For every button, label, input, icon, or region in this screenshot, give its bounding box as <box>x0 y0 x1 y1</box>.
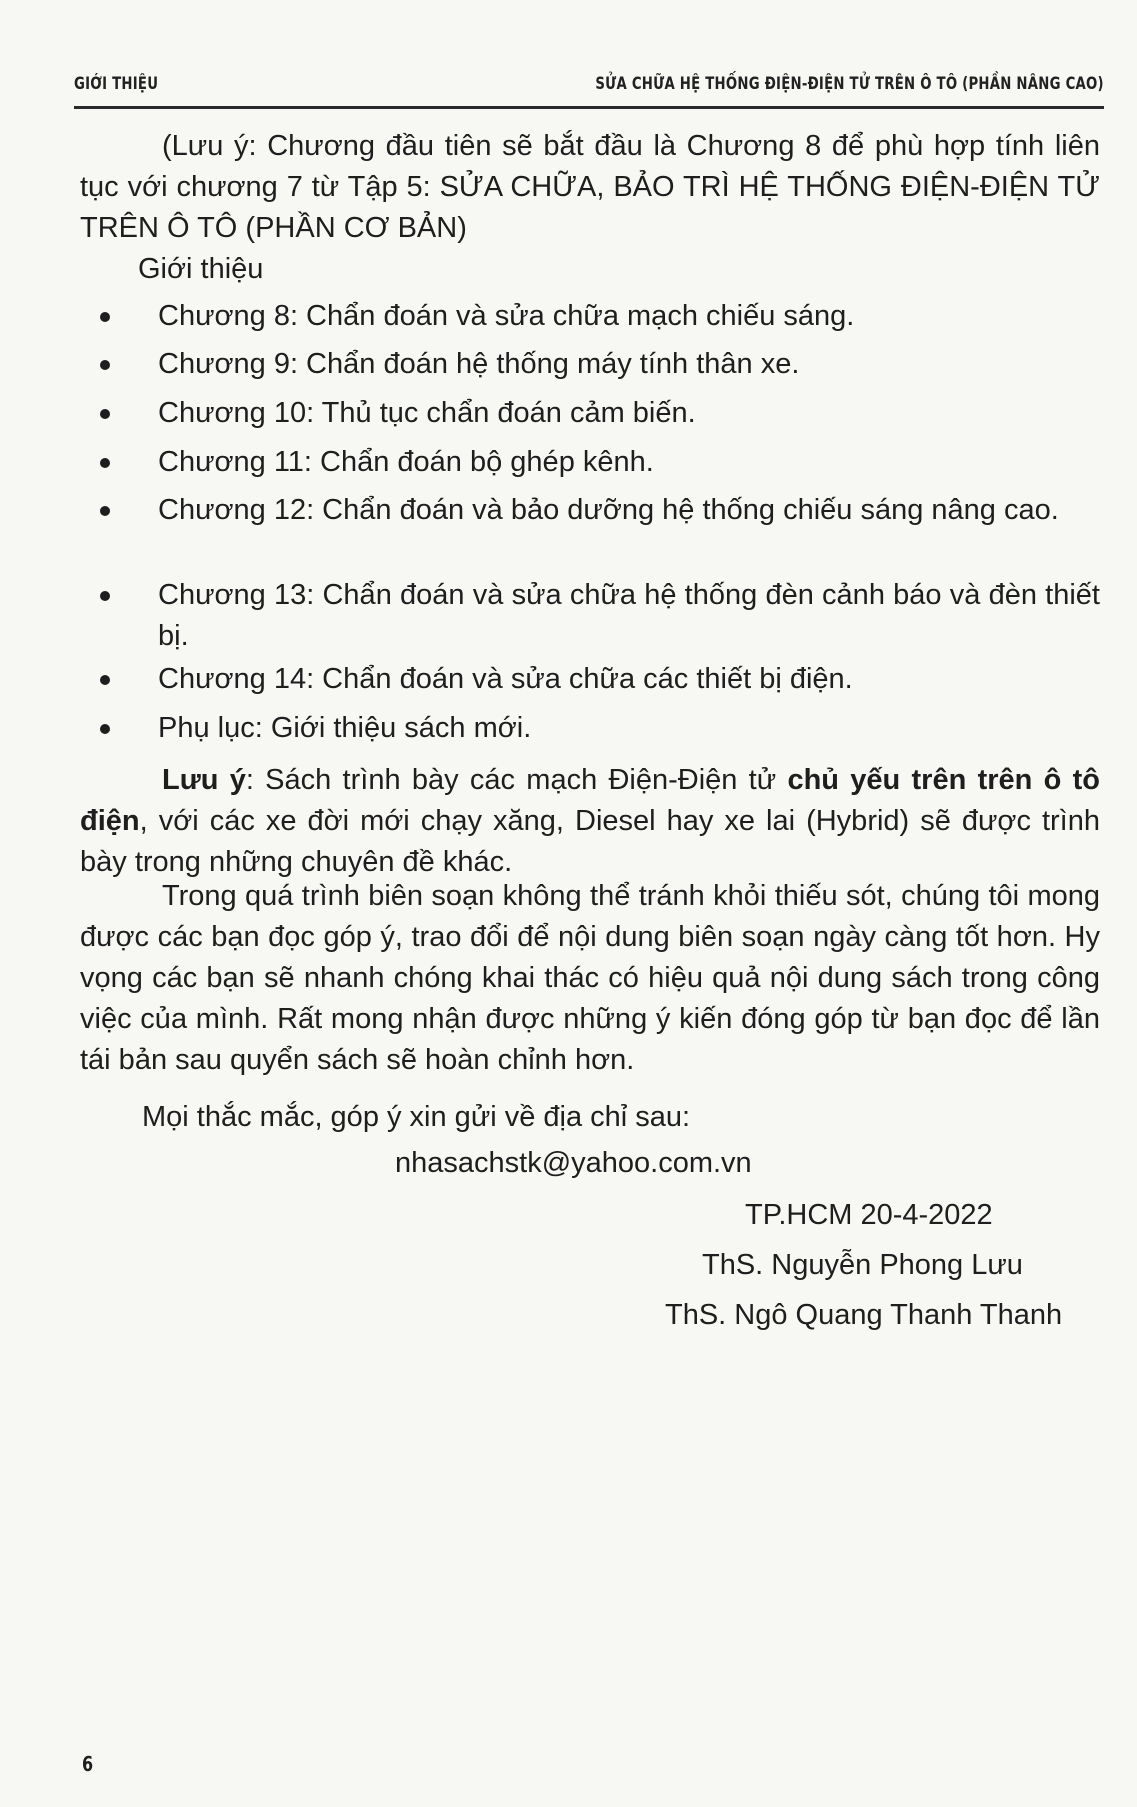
bullet-dot <box>100 360 110 370</box>
bullet-dot <box>100 675 110 685</box>
scope-note <box>80 760 1100 883</box>
bullet-dot <box>100 506 110 516</box>
bullet-dot <box>100 724 110 734</box>
intro-label: Giới thiệu <box>138 253 264 285</box>
chapter-text: Chương 9: Chẩn đoán hệ thống máy tính thân xe. <box>158 348 800 380</box>
chapter-text: Chương 11: Chẩn đoán bộ ghép kênh. <box>158 446 654 478</box>
chapter-text: Chương 14: Chẩn đoán và sửa chữa các thiết bị điện. <box>158 663 853 695</box>
contact-prompt: Mọi thắc mắc, góp ý xin gửi về địa chỉ sau: <box>142 1101 691 1133</box>
header-section: GIỚI THIỆU <box>74 74 159 94</box>
scope-note-text: : Sách trình bày các mạch Điện-Điện tử <box>245 764 788 796</box>
header-book-title: SỬA CHỮA HỆ THỐNG ĐIỆN-ĐIỆN TỬ TRÊN Ô TÔ (PHẦN NÂNG CAO) <box>595 74 1104 94</box>
bullet-dot <box>100 458 110 468</box>
bullet-dot <box>100 591 110 601</box>
place-date: TP.HCM 20-4-2022 <box>745 1199 993 1231</box>
scope-note-emphasis: chủ yếu trên trên ô tô điện <box>80 764 1100 837</box>
chapter-text: Chương 8: Chẩn đoán và sửa chữa mạch chiếu sáng. <box>158 300 855 332</box>
contact-email: nhasachstk@yahoo.com.vn <box>395 1147 752 1179</box>
chapter-start-note: (Lưu ý: Chương đầu tiên sẽ bắt đầu là Chương 8 để phù hợp tính liên tục với chương 7 từ Tập 5: SỬA CHỮA, BẢO TRÌ HỆ THỐNG ĐIỆN-ĐIỆN TỬ TRÊN Ô TÔ (PHẦN CƠ BẢN) <box>80 130 1100 244</box>
running-header <box>74 70 1104 109</box>
chapter-text: Chương 12: Chẩn đoán và bảo dưỡng hệ thống chiếu sáng nâng cao. <box>158 494 1059 526</box>
bullet-dot <box>100 312 110 322</box>
bullet-dot <box>100 409 110 419</box>
page-number: 6 <box>82 1752 94 1776</box>
closing-paragraph: Trong quá trình biên soạn không thể tránh khỏi thiếu sót, chúng tôi mong được các bạn đọc góp ý, trao đổi để nội dung biên soạn ngày càng tốt hơn. Hy vọng các bạn sẽ nhanh chóng khai thác có hiệu quả nội dung sách trong công việc của mình. Rất mong nhận được những ý kiến đóng góp từ bạn đọc để lần tái bản sau quyển sách sẽ hoàn chỉnh hơn. <box>80 880 1100 1076</box>
author-name: ThS. Nguyễn Phong Lưu <box>702 1249 1023 1281</box>
author-name: ThS. Ngô Quang Thanh Thanh <box>665 1299 1063 1331</box>
chapter-text: Chương 13: Chẩn đoán và sửa chữa hệ thống đèn cảnh báo và đèn thiết bị. <box>158 579 1100 652</box>
scope-note-text-end: , với các xe đời mới chạy xăng, Diesel hay xe lai (Hybrid) sẽ được trình bày trong những chuyên đề khác. <box>80 805 1100 878</box>
chapter-text: Chương 10: Thủ tục chẩn đoán cảm biến. <box>158 397 696 429</box>
scope-note-label: Lưu ý <box>162 764 246 796</box>
chapter-text: Phụ lục: Giới thiệu sách mới. <box>158 712 532 744</box>
